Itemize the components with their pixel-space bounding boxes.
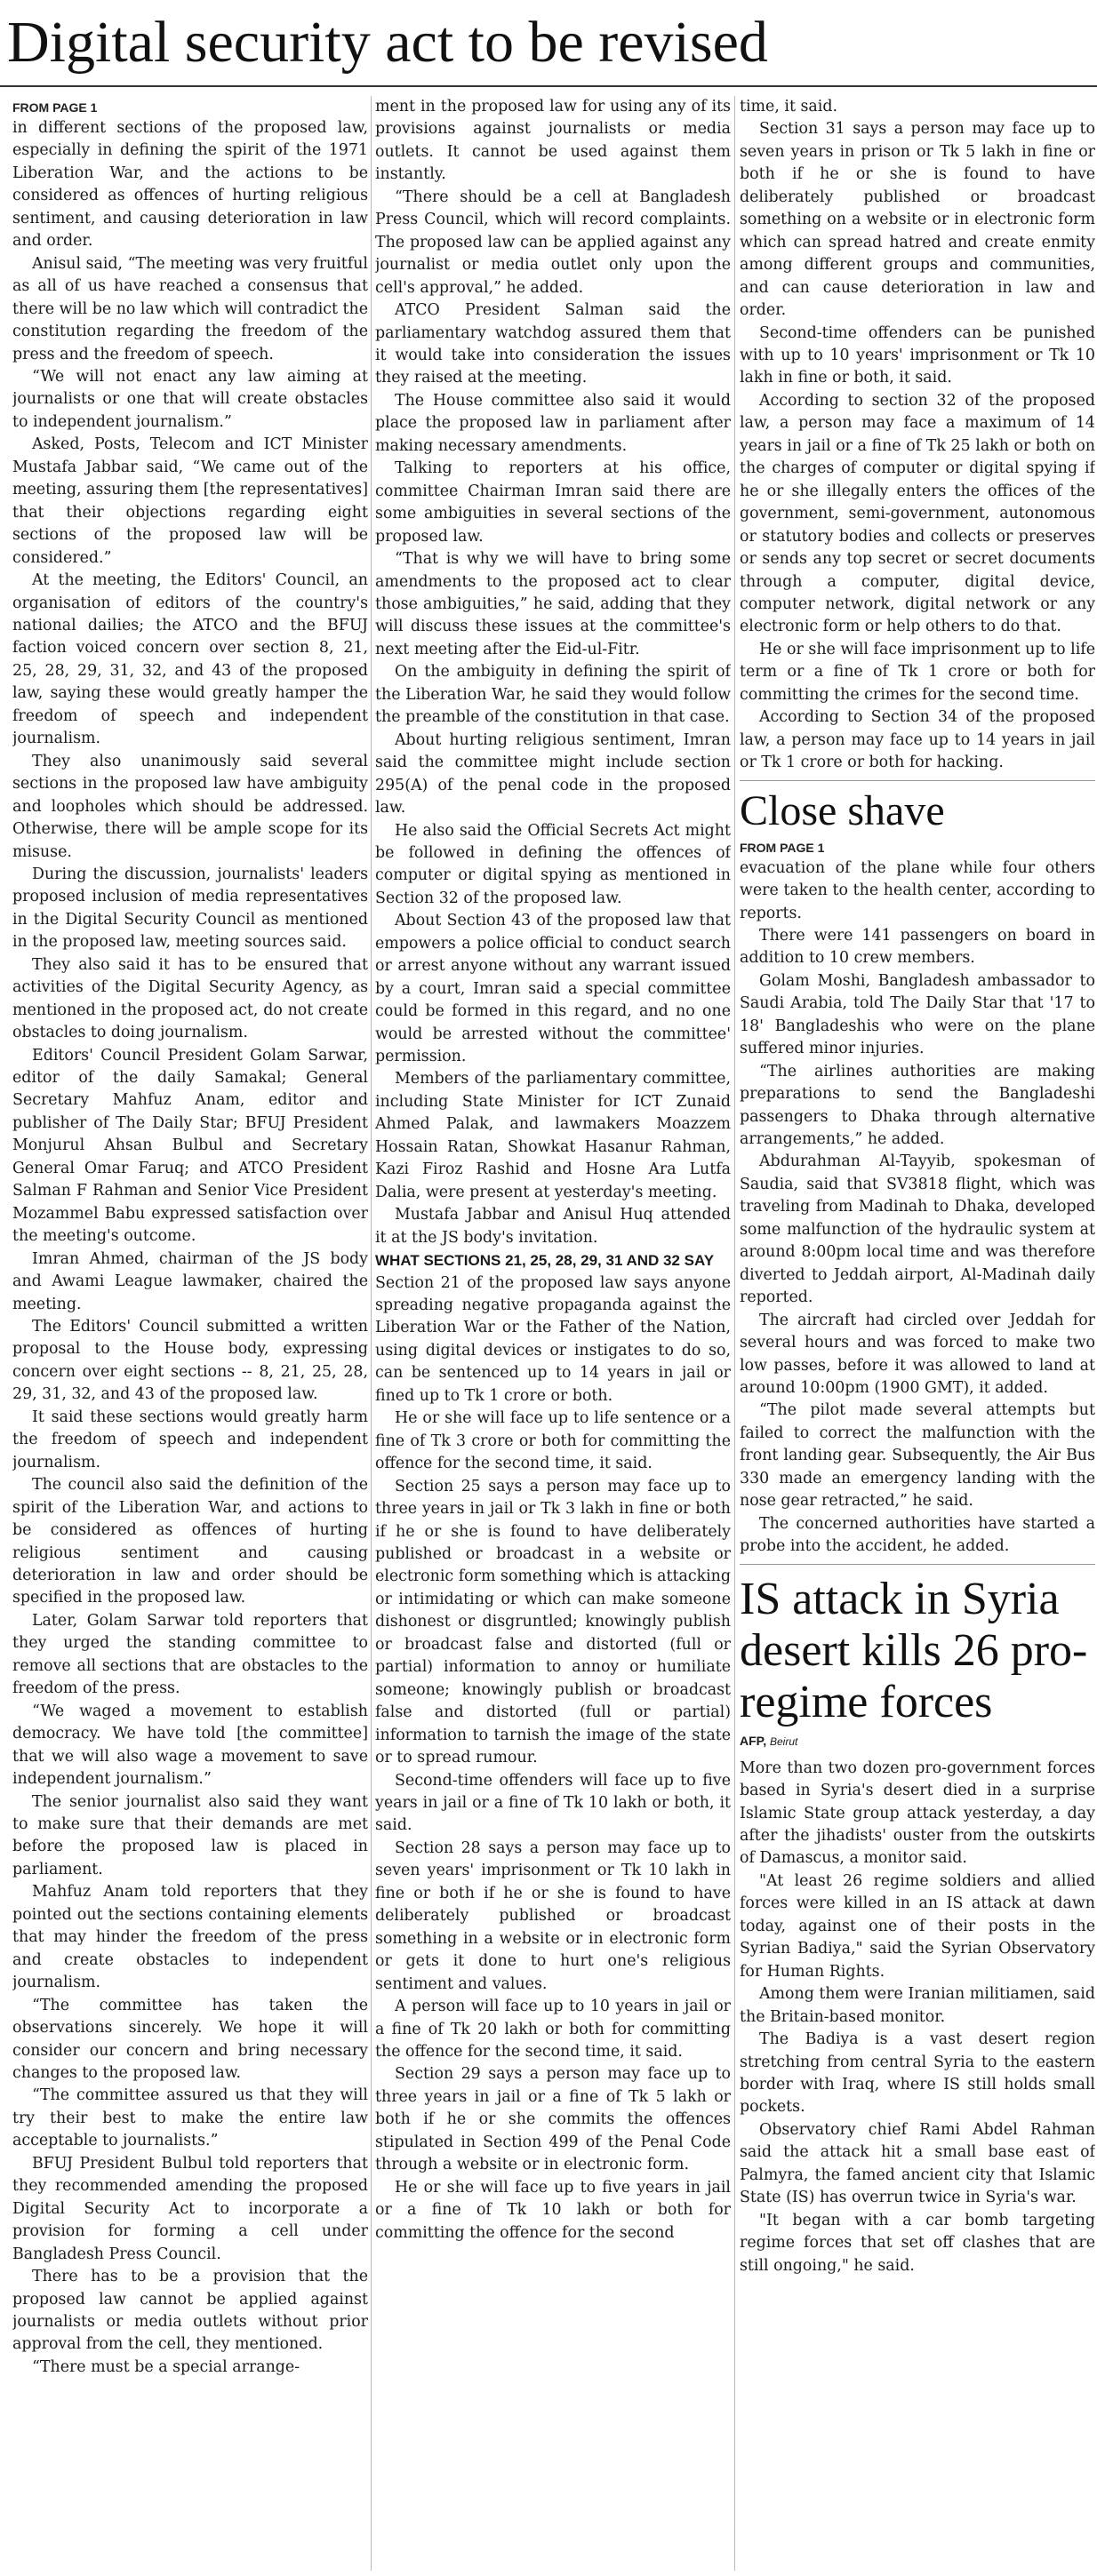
paragraph: Talking to reporters at his office, committee Chairman Imran said there are some ambiguities in several sections of the proposed law. (375, 459, 731, 546)
sections-subhead: WHAT SECTIONS 21, 25, 28, 29, 31 AND 32 SAY (375, 1252, 715, 1270)
byline-agency: AFP, (740, 1733, 767, 1748)
column-2 (375, 96, 731, 2571)
paragraph: He or she will face up to five years in jail or a fine of Tk 10 lakh or both for committing the offence for the second (375, 2178, 731, 2242)
paragraph: Section 29 says a person may face up to three years in jail or a fine of Tk 5 lakh or both if he or she commits the offences stipulated in Section 499 of the Penal Code through a website or in electronic form. (375, 2065, 731, 2174)
paragraph: The senior journalist also said they want to make sure that their demands are met before the proposed law is placed in parliament. (12, 1792, 368, 1878)
paragraph: They also said it has to be ensured that activities of the Digital Security Agency, as mentioned in the proposed act, do not create obstacles to doing journalism. (12, 955, 368, 1042)
paragraph: Later, Golam Sarwar told reporters that they urged the standing committee to remove all sections that are obstacles to the freedom of the press. (12, 1611, 368, 1698)
paragraph: At the meeting, the Editors' Council, an organisation of editors of the country's national dailies; the ATCO and the BFUJ faction voiced concern over section 8, 21, 25, 28, 29, 31, 32, and 43 of the proposed law, saying these would greatly hamper the freedom of speech and independent journalism. (12, 571, 368, 748)
paragraph: The council also said the definition of the spirit of the Liberation War, and actions to be considered as offences of hurting religious sentiment and causing deterioration in law and order should be specified in the proposed law. (12, 1476, 368, 1607)
paragraph: “The airlines authorities are making preparations to send the Bangladeshi passengers to Dhaka through alternative arrangements,” he added. (740, 1062, 1095, 1149)
paragraph: “There must be a special arrange- (32, 2357, 300, 2376)
paragraph: Among them were Iranian militiamen, said the Britain-based monitor. (740, 1985, 1095, 2026)
paragraph: “We will not enact any law aiming at journalists or one that will create obstacles to independent journalism.” (12, 367, 368, 431)
paragraph: There has to be a provision that the proposed law cannot be applied against journalists or media outlets without prior approval from the cell, they mentioned. (12, 2268, 368, 2354)
paragraph: They also unanimously said several sections in the proposed law have ambiguity and loopholes which should be addressed. Otherwise, there will be ample scope for its misuse. (12, 752, 368, 861)
paragraph: “That is why we will have to bring some amendments to the proposed act to clear those ambiguities,” he said, adding that they will discuss these issues at the committee's next meeting after the Eid-ul-Fitr. (375, 550, 731, 658)
column-1-body (12, 117, 368, 2379)
paragraph: A person will face up to 10 years in jail or a fine of Tk 20 lakh or both for committing the offence for the second time, it said. (375, 1998, 731, 2061)
paragraph: Imran Ahmed, chairman of the JS body and Awami League lawmaker, chaired the meeting. (12, 1249, 368, 1313)
paragraph: The concerned authorities have started a probe into the accident, he added. (740, 1514, 1095, 1556)
paragraph: “The committee assured us that they will try their best to make the entire law acceptable to journalists.” (12, 2086, 368, 2150)
paragraph: The House committee also said it would place the proposed law in parliament after making necessary amendments. (375, 391, 731, 455)
paragraph: BFUJ President Bulbul told reporters that they recommended amending the proposed Digital Security Act to incorporate a provision for forming a cell under Bangladesh Press Council. (12, 2154, 368, 2263)
paragraph: He or she will face up to life sentence or a fine of Tk 3 crore or both for committing the offence for the second time, it said. (375, 1409, 731, 1473)
paragraph: The Badiya is a vast desert region stretching from central Syria to the eastern border with Iraq, where IS still holds small pockets. (740, 2030, 1095, 2117)
paragraph: Abdurahman Al-Tayyib, spokesman of Saudia, said that SV3818 flight, which was traveling from Madinah to Dhaka, developed some malfunction of the hydraulic system at around 8:00pm local time and was therefore diverted to Jeddah airport, Al-Madinah daily reported. (740, 1152, 1095, 1307)
paragraph: "At least 26 regime soldiers and allied forces were killed in an IS attack at dawn today, against one of their posts in the Syrian Badiya," said the Syrian Observatory for Human Rights. (740, 1871, 1095, 1981)
paragraph: Golam Moshi, Bangladesh ambassador to Saudi Arabia, told The Daily Star that '17 to 18' Bangladeshis who were on the plane suffered minor injuries. (740, 971, 1095, 1058)
paragraph: Observatory chief Rami Abdel Rahman said the attack hit a small base east of Palmyra, the famed ancient city that Islamic State (IS) has overrun twice in Syria's war. (740, 2120, 1095, 2207)
main-headline: Digital security act to be revised (7, 10, 768, 75)
is-attack-body (740, 1758, 1095, 2277)
paragraph: The Editors' Council submitted a written proposal to the House body, expressing concern over eight sections -- 8, 21, 25, 28, 29, 31, 32, and 43 of the proposed law. (12, 1318, 368, 1404)
column-2-sections-body (375, 1272, 731, 2245)
paragraph: Anisul said, “The meeting was very fruitful as all of us have reached a consensus that there will be no law which will contradict the constitution regarding the freedom of the press and the freedom of speech. (12, 254, 368, 363)
paragraph: time, it said. (740, 98, 837, 116)
paragraph: It said these sections would greatly harm the freedom of speech and independent journalism. (12, 1408, 368, 1471)
column-1 (12, 96, 368, 2571)
paragraph: According to Section 34 of the proposed law, a person may face up to 14 years in jail or Tk 1 crore or both for hacking. (740, 708, 1095, 772)
paragraph: “There should be a cell at Bangladesh Press Council, which will record complaints. The proposed law can be applied against any journalist or media outlet only upon the cell's approval,” he added. (375, 187, 731, 297)
paragraph: About hurting religious sentiment, Imran said the committee might include section 295(A) of the penal code in the proposed law. (375, 730, 731, 817)
paragraph: ment in the proposed law for using any of its provisions against journalists or media outlets. It cannot be used against them instantly. (375, 98, 731, 184)
paragraph: Section 25 says a person may face up to three years in jail or Tk 3 lakh in fine or both if he or she is found to have deliberately published or broadcast in a website or electronic form something which is attacking or intimidating or which can make someone dishonest or disgruntled; knowingly publish or broadcast false and distorted (full or partial) information to annoy or humiliate someone; knowingly publish or broadcast false and distorted (full or partial) information to tarnish the image of the state or to spread rumour. (375, 1477, 731, 1767)
paragraph: Mahfuz Anam told reporters that they pointed out the sections containing elements that may hinder the freedom of the press and create obstacles to independent journalism. (12, 1883, 368, 1992)
paragraph: evacuation of the plane while four others were taken to the health center, according to reports. (740, 858, 1095, 922)
paragraph: Section 28 says a person may face up to seven years' imprisonment or Tk 10 lakh in fine or both if he or she is found to have deliberately published or broadcast something in a website or in electronic form or gets it done to hurt one's religious sentiment and values. (375, 1838, 731, 1993)
paragraph: "It began with a car bomb targeting regime forces that set off clashes that are still ongoing," he said. (740, 2211, 1095, 2275)
close-shave-dateline: FROM PAGE 1 (740, 840, 825, 855)
main-dateline: FROM PAGE 1 (12, 100, 98, 115)
is-attack-headline: IS attack in Syria desert kills 26 pro-regime forces (740, 1573, 1088, 1727)
paragraph: “The committee has taken the observations sincerely. We hope it will consider our concern and bring necessary changes to the proposed law. (12, 1996, 368, 2082)
paragraph: Section 31 says a person may face up to seven years in prison or Tk 5 lakh in fine or both if he or she is found to have deliberately published or broadcast something on a website or in electronic form which can spread hatred and create enmity among different groups and communities, and can cause deterioration in law and order. (740, 120, 1095, 320)
close-shave-body (740, 857, 1095, 1559)
close-shave-headline: Close shave (740, 786, 945, 834)
story-separator-2 (740, 1564, 1095, 1565)
paragraph: “We waged a movement to establish democracy. We have told [the committee] that we will also wage a movement to save independent journalism.” (12, 1702, 368, 1789)
paragraph: Section 21 of the proposed law says anyone spreading negative propaganda against the Liberation War or the Father of the Nation, using digital devices or instigates to do so, can be sentenced up to 14 years in jail or fined up to Tk 1 crore or both. (375, 1273, 731, 1405)
paragraph: On the ambiguity in defining the spirit of the Liberation War, he said they would follow the preamble of the constitution in that case. (375, 663, 731, 727)
story-separator-1 (740, 780, 1095, 781)
paragraph: Mustafa Jabbar and Anisul Huq attended it at the JS body's invitation. (375, 1206, 731, 1247)
paragraph: “The pilot made several attempts but failed to correct the malfunction with the front landing gear. Subsequently, the Air Bus 330 made an emergency landing with the nose gear retracted,” he said. (740, 1401, 1095, 1511)
paragraph: Editors' Council President Golam Sarwar, editor of the daily Samakal; General Secretary Mahfuz Anam, editor and publisher of The Daily Star; BFUJ President Monjurul Ahsan Bulbul and Secretary General Omar Faruq; and ATCO President Salman F Rahman and Senior Vice President Mozammel Babu expressed satisfaction over the meeting's outcome. (12, 1046, 368, 1246)
paragraph: Members of the parliamentary committee, including State Minister for ICT Zunaid Ahmed Palak, and lawmakers Moazzem Hossain Ratan, Showkat Hasanur Rahman, Kazi Firoz Rashid and Hosne Ara Lutfa Dalia, were present at yesterday's meeting. (375, 1070, 731, 1201)
column-divider-2 (734, 96, 735, 2571)
paragraph: There were 141 passengers on board in addition to 10 crew members. (740, 926, 1095, 968)
paragraph: During the discussion, journalists' leaders proposed inclusion of media representatives in the Digital Security Council as mentioned in the proposed law, meeting sources said. (12, 865, 368, 952)
headline-rule (0, 85, 1097, 87)
paragraph: Second-time offenders will face up to five years in jail or a fine of Tk 10 lakh or both, it said. (375, 1771, 731, 1835)
paragraph: Asked, Posts, Telecom and ICT Minister Mustafa Jabbar said, “We came out of the meeting, assuring them [the representatives] that their objections regarding eight sections of the proposed law will be considered.” (12, 435, 368, 567)
byline-city: Beirut (769, 1735, 798, 1748)
paragraph: He or she will face imprisonment up to life term or a fine of Tk 1 crore or both for committing the crimes for the second time. (740, 640, 1095, 704)
column-3-body (740, 96, 1095, 775)
paragraph: More than two dozen pro-government forces based in Syria's desert died in a surprise Islamic State group attack yesterday, a day after the jihadists' ouster from the outskirts of Damascus, a monitor said. (740, 1759, 1095, 1868)
column-3 (740, 96, 1095, 2571)
paragraph: About Section 43 of the proposed law that empowers a police official to conduct search or arrest anyone without any warrant issued by a court, Imran said a special committee could be formed in this regard, and no one would be arrested without the committee' permission. (375, 912, 731, 1066)
is-attack-byline (740, 1732, 1095, 1751)
paragraph: According to section 32 of the proposed law, a person may face a maximum of 14 years in jail or a fine of Tk 25 lakh or both on the charges of computer or digital spying if he or she illegally enters the offices of the government, semi-government, autonomous or statutory bodies and collects or preserves or sends any top secret or secret documents through a computer, digital device, computer network, digital network or any electronic form or help others to do that. (740, 391, 1095, 636)
paragraph: in different sections of the proposed law, especially in defining the spirit of the 1971 Liberation War, and the actions to be considered as offences of hurting religious sentiment, and causing deterioration in law and order. (12, 119, 368, 251)
paragraph: He also said the Official Secrets Act might be followed in defining the offences of computer or digital spying as mentioned in Section 32 of the proposed law. (375, 821, 731, 907)
paragraph: The aircraft had circled over Jeddah for several hours and was forced to make two low passes, before it was allowed to land at around 10:00pm (1900 GMT), it added. (740, 1311, 1095, 1398)
column-divider-1 (371, 96, 372, 2571)
column-2-body (375, 96, 731, 1249)
paragraph: Second-time offenders can be punished with up to 10 years' imprisonment or Tk 10 lakh in fine or both, it said. (740, 323, 1095, 387)
paragraph: ATCO President Salman said the parliamentary watchdog assured them that it would take into consideration the issues they raised at the meeting. (375, 301, 731, 387)
